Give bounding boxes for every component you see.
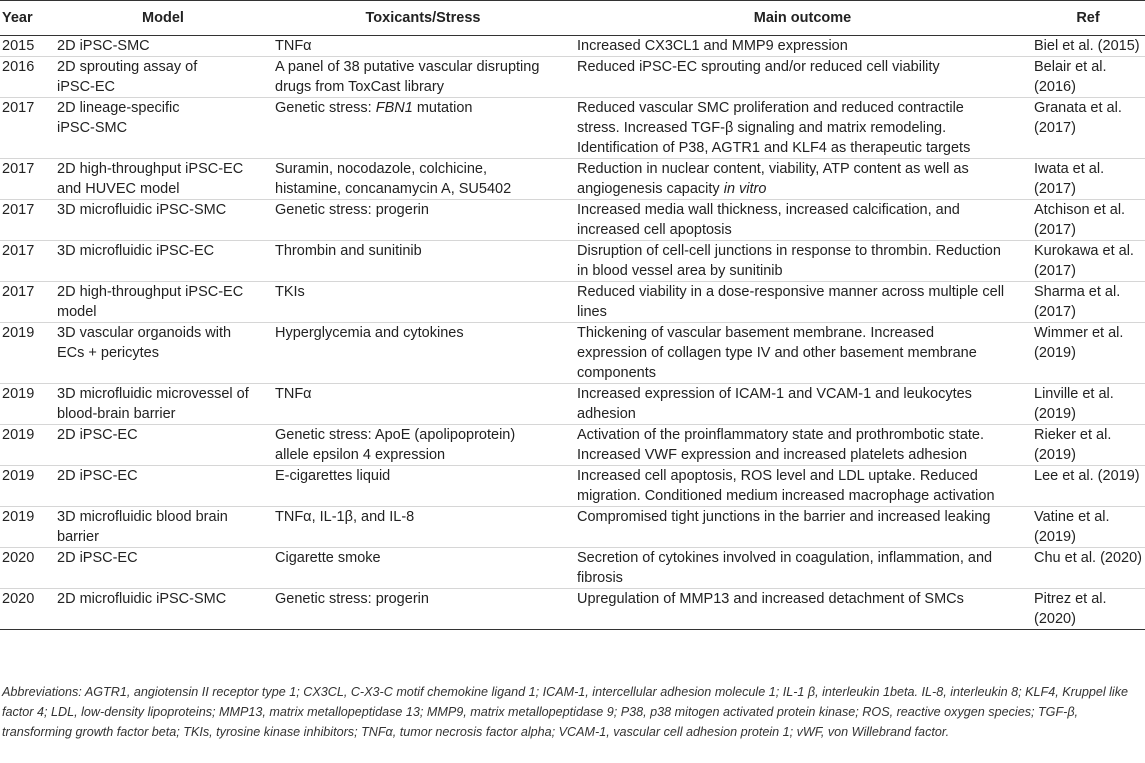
table-row (0, 159, 1145, 200)
cell-toxicants: Genetic stress: progerin (272, 589, 574, 630)
table-row (0, 384, 1145, 425)
cell-outcome: Compromised tight junctions in the barrier and increased leaking (574, 507, 1031, 548)
cell-year: 2016 (0, 57, 54, 98)
cell-year: 2019 (0, 425, 54, 466)
header-row (0, 1, 1145, 36)
cell-toxicants: Cigarette smoke (272, 548, 574, 589)
cell-outcome: Increased cell apoptosis, ROS level and LDL uptake. Reduced migration. Conditioned medium increased macrophage activation (574, 466, 1031, 507)
cell-toxicants: TNFα, IL-1β, and IL-8 (272, 507, 574, 548)
toxicants-text: mutation (412, 100, 473, 116)
header-toxicants: Toxicants/Stress (272, 1, 574, 36)
cell-toxicants: Hyperglycemia and cytokines (272, 323, 574, 384)
cell-ref: Kurokawa et al. (2017) (1031, 241, 1145, 282)
header-ref: Ref (1031, 1, 1145, 36)
cell-year: 2015 (0, 36, 54, 57)
table-row (0, 589, 1145, 630)
cell-model: 2D high-throughput iPSC-EC and HUVEC model (54, 159, 272, 200)
cell-outcome: Upregulation of MMP13 and increased detachment of SMCs (574, 589, 1031, 630)
cell-model: 3D vascular organoids with ECs + pericytes (54, 323, 272, 384)
outcome-text: Reduction in nuclear content, viability, ATP content as well as angiogenesis capacity (577, 161, 969, 197)
cell-year: 2017 (0, 282, 54, 323)
header-model: Model (54, 1, 272, 36)
cell-ref: Granata et al. (2017) (1031, 98, 1145, 159)
table-row (0, 548, 1145, 589)
cell-model: 2D iPSC-EC (54, 466, 272, 507)
cell-model: 2D microfluidic iPSC-SMC (54, 589, 272, 630)
cell-ref: Belair et al. (2016) (1031, 57, 1145, 98)
cell-model: 3D microfluidic microvessel of blood-brain barrier (54, 384, 272, 425)
table-row (0, 98, 1145, 159)
cell-model: 2D iPSC-SMC (54, 36, 272, 57)
cell-ref: Iwata et al. (2017) (1031, 159, 1145, 200)
cell-ref: Chu et al. (2020) (1031, 548, 1145, 589)
cell-outcome: Increased CX3CL1 and MMP9 expression (574, 36, 1031, 57)
cell-toxicants: TNFα (272, 384, 574, 425)
cell-toxicants: Genetic stress: progerin (272, 200, 574, 241)
cell-model: 2D high-throughput iPSC-EC model (54, 282, 272, 323)
cell-year: 2019 (0, 384, 54, 425)
gene-name: FBN1 (375, 100, 413, 116)
cell-model: 2D iPSC-EC (54, 425, 272, 466)
cell-toxicants: Thrombin and sunitinib (272, 241, 574, 282)
cell-model: 3D microfluidic iPSC-EC (54, 241, 272, 282)
cell-ref: Atchison et al. (2017) (1031, 200, 1145, 241)
cell-model: 2D iPSC-EC (54, 548, 272, 589)
italic-term: in vitro (723, 181, 767, 197)
cell-toxicants: TNFα (272, 36, 574, 57)
cell-outcome: Disruption of cell-cell junctions in response to thrombin. Reduction in blood vessel area by sunitinib (574, 241, 1031, 282)
cell-toxicants (272, 98, 574, 159)
cell-ref: Vatine et al. (2019) (1031, 507, 1145, 548)
table-row (0, 241, 1145, 282)
cell-year: 2019 (0, 507, 54, 548)
table-row (0, 323, 1145, 384)
cell-toxicants: E-cigarettes liquid (272, 466, 574, 507)
cell-ref: Linville et al. (2019) (1031, 384, 1145, 425)
table-row (0, 466, 1145, 507)
cell-outcome: Reduced iPSC-EC sprouting and/or reduced cell viability (574, 57, 1031, 98)
cell-ref: Lee et al. (2019) (1031, 466, 1145, 507)
cell-year: 2019 (0, 323, 54, 384)
cell-model: 3D microfluidic blood brain barrier (54, 507, 272, 548)
cell-outcome: Increased expression of ICAM-1 and VCAM-1 and leukocytes adhesion (574, 384, 1031, 425)
header-outcome: Main outcome (574, 1, 1031, 36)
cell-outcome: Secretion of cytokines involved in coagulation, inflammation, and fibrosis (574, 548, 1031, 589)
cell-year: 2019 (0, 466, 54, 507)
table-row (0, 507, 1145, 548)
cell-outcome: Thickening of vascular basement membrane. Increased expression of collagen type IV and other basement membrane components (574, 323, 1031, 384)
cell-year: 2017 (0, 98, 54, 159)
cell-ref: Rieker et al. (2019) (1031, 425, 1145, 466)
header-year: Year (0, 1, 54, 36)
cell-model: 3D microfluidic iPSC-SMC (54, 200, 272, 241)
cell-toxicants: TKIs (272, 282, 574, 323)
cell-year: 2020 (0, 589, 54, 630)
table-row (0, 36, 1145, 57)
cell-ref: Wimmer et al. (2019) (1031, 323, 1145, 384)
cell-year: 2020 (0, 548, 54, 589)
cell-year: 2017 (0, 241, 54, 282)
table-row (0, 200, 1145, 241)
cell-model: 2D lineage-specific iPSC-SMC (54, 98, 272, 159)
cell-outcome (574, 159, 1031, 200)
cell-toxicants: Suramin, nocodazole, colchicine, histamine, concanamycin A, SU5402 (272, 159, 574, 200)
cell-toxicants: Genetic stress: ApoE (apolipoprotein) allele epsilon 4 expression (272, 425, 574, 466)
cell-toxicants: A panel of 38 putative vascular disrupting drugs from ToxCast library (272, 57, 574, 98)
cell-ref: Pitrez et al. (2020) (1031, 589, 1145, 630)
table-header (0, 1, 1145, 36)
table-row (0, 282, 1145, 323)
cell-ref: Sharma et al. (2017) (1031, 282, 1145, 323)
cell-outcome: Reduced viability in a dose-responsive manner across multiple cell lines (574, 282, 1031, 323)
table-row (0, 425, 1145, 466)
cell-year: 2017 (0, 159, 54, 200)
cell-year: 2017 (0, 200, 54, 241)
table-body (0, 36, 1145, 630)
cell-outcome: Reduced vascular SMC proliferation and reduced contractile stress. Increased TGF-β signaling and matrix remodeling. Identification of P38, AGTR1 and KLF4 as therapeutic targets (574, 98, 1031, 159)
table-row (0, 57, 1145, 98)
toxicants-text: Genetic stress: (275, 100, 376, 116)
cell-model: 2D sprouting assay of iPSC-EC (54, 57, 272, 98)
cell-outcome: Increased media wall thickness, increased calcification, and increased cell apoptosis (574, 200, 1031, 241)
cell-ref: Biel et al. (2015) (1031, 36, 1145, 57)
abbreviations-footnote: Abbreviations: AGTR1, angiotensin II receptor type 1; CX3CL, C-X3-C motif chemokine ligand 1; ICAM-1, intercellular adhesion molecule 1; IL-1 β, interleukin 1beta. IL-8, interleukin 8; KLF4, Kruppel like factor 4; LDL, low-density lipoproteins; MMP13, matrix metallopeptidase 13; MMP9, matrix metallopeptidase 9; P38, p38 mitogen activated protein kinase; ROS, reactive oxygen species; TGF-β, transforming growth factor beta; TKIs, tyrosine kinase inhibitors; TNFα, tumor necrosis factor alpha; VCAM-1, vascular cell adhesion protein 1; vWF, von Willebrand factor. (2, 685, 1129, 739)
cell-outcome: Activation of the proinflammatory state and prothrombotic state. Increased VWF expression and increased platelets adhesion (574, 425, 1031, 466)
